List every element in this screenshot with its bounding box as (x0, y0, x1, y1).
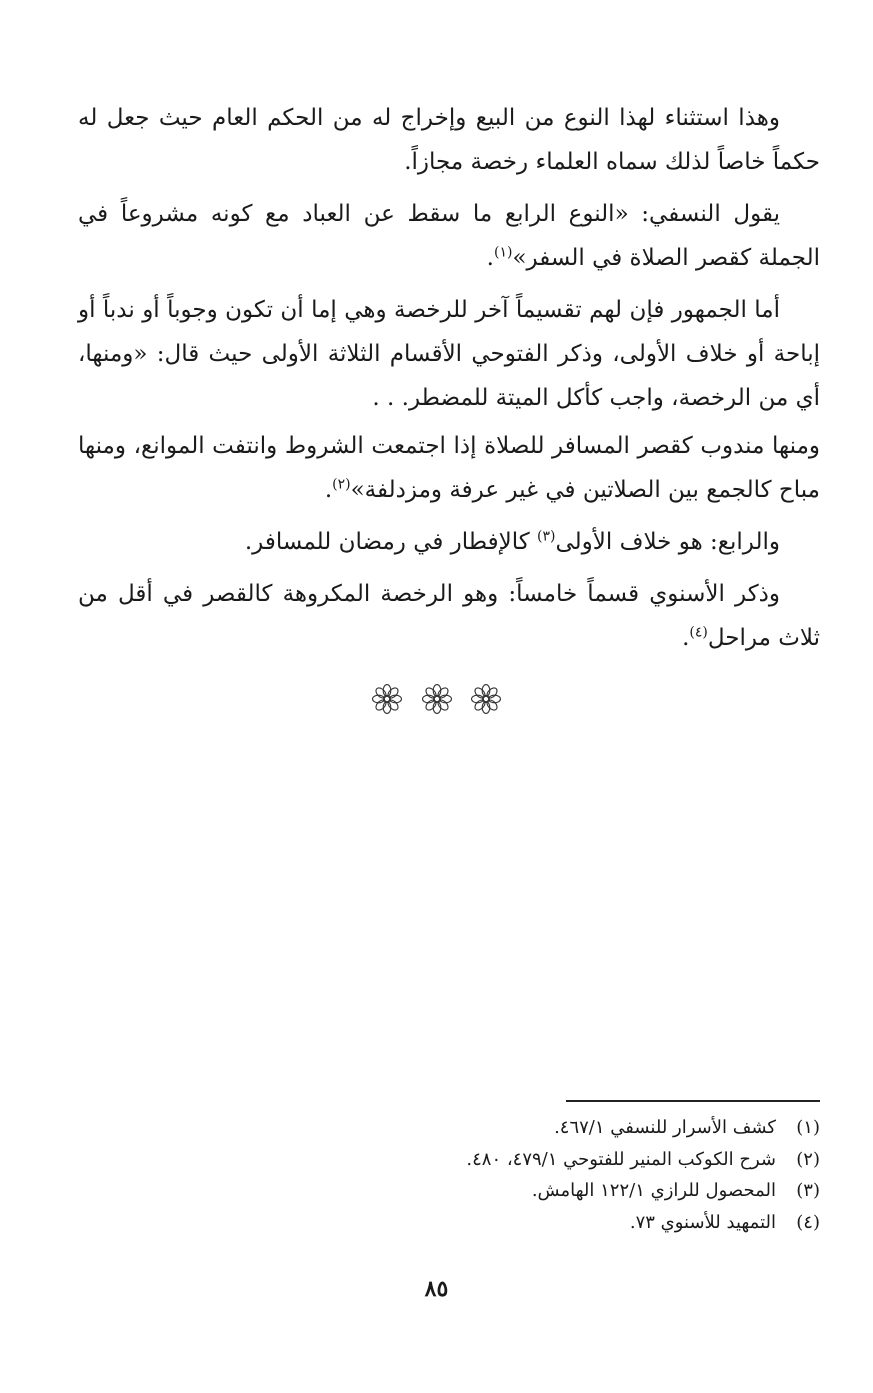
footnote-ref: (٤) (689, 624, 708, 641)
paragraph-text: يقول النسفي: «النوع الرابع ما سقط عن العباد مع كونه مشروعاً في الجملة كقصر الصلاة في السفر» (78, 201, 820, 271)
footnote-item (78, 1175, 820, 1207)
paragraph-text: وهذا استثناء لهذا النوع من البيع وإخراج له من الحكم العام حيث جعل له حكماً خاصاً لذلك سماه العلماء رخصة مجازاً. (78, 105, 820, 175)
paragraph-3-continued (78, 424, 820, 512)
footnote-number: (١) (796, 1117, 820, 1138)
paragraph-2 (78, 192, 820, 280)
footnote-number: (٤) (796, 1211, 820, 1233)
footnote-text: التمهيد للأسنوي ٧٣. (629, 1211, 776, 1233)
page-number: ٨٥ (424, 1276, 449, 1302)
footnote-ref: (٢) (332, 476, 351, 493)
footnote-number: (٢) (796, 1148, 820, 1170)
paragraph-text: وذكر الأسنوي قسماً خامساً: وهو الرخصة المكروهة كالقصر في أقل من ثلاث مراحل (78, 581, 820, 651)
footnote-text: كشف الأسرار للنسفي ٤٦٧/١. (554, 1117, 776, 1138)
paragraph-4 (78, 520, 820, 564)
main-text (78, 96, 820, 668)
rosette-icon (370, 682, 404, 716)
paragraph-3 (78, 288, 820, 420)
paragraph-text-end: كالإفطار في رمضان للمسافر. (244, 529, 538, 555)
rosette-icon (469, 682, 503, 716)
paragraph-text-end: . (682, 625, 690, 651)
footnote-item (78, 1112, 820, 1144)
footnote-item (78, 1144, 820, 1176)
rosette-icon (420, 682, 454, 716)
paragraph-1 (78, 96, 820, 184)
footnote-text: المحصول للرازي ١٢٢/١ الهامش. (531, 1180, 776, 1201)
paragraph-5 (78, 572, 820, 660)
paragraph-text-end: . (486, 245, 494, 271)
footnote-ref: (١) (493, 244, 513, 261)
footnote-text: شرح الكوكب المنير للفتوحي ٤٧٩/١، ٤٨٠. (466, 1148, 776, 1170)
paragraph-text: أما الجمهور فإن لهم تقسيماً آخر للرخصة وهي إما أن تكون وجوباً أو ندباً أو إباحة أو خلاف الأولى، وذكر الفتوحي الأقسام الثلاثة الأولى حيث قال: «ومنها، أي من الرخصة، واجب كأكل الميتة للمضطر. . . (78, 297, 820, 411)
paragraph-text: والرابع: هو خلاف الأولى (555, 529, 780, 555)
footnote-item (78, 1207, 820, 1239)
footnotes (78, 1112, 820, 1238)
paragraph-text-end: . (324, 477, 333, 503)
paragraph-text: ومنها مندوب كقصر المسافر للصلاة إذا اجتمعت الشروط وانتفت الموانع، ومنها مباح كالجمع بين الصلاتين في غير عرفة ومزدلفة» (78, 433, 820, 503)
footnote-number: (٣) (796, 1180, 820, 1201)
footnote-ref: (٣) (537, 528, 556, 545)
footnote-separator (566, 1100, 820, 1102)
section-divider-ornaments (0, 682, 873, 716)
